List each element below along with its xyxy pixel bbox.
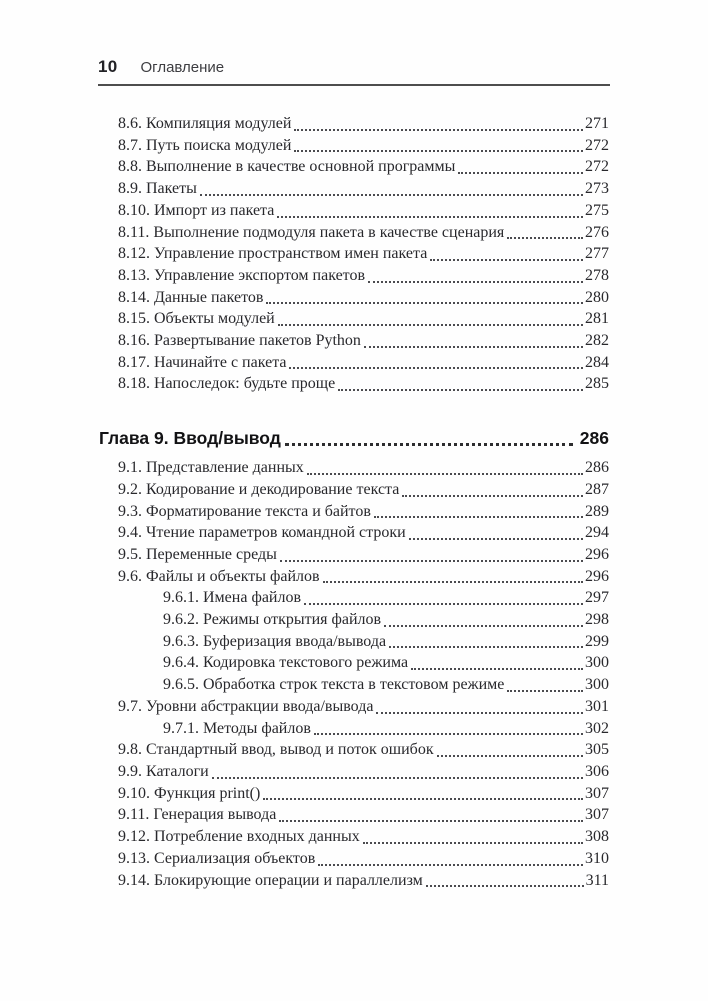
dot-leader <box>318 864 583 866</box>
toc-entry-label: 8.15. Объекты модулей <box>118 310 275 328</box>
dot-leader <box>294 150 583 152</box>
page-number: 10 <box>98 57 118 76</box>
toc-entry-page: 307 <box>585 784 609 802</box>
toc-entry-row <box>99 739 609 761</box>
toc-entry-page: 287 <box>585 480 609 498</box>
dot-leader <box>507 237 583 239</box>
dot-leader <box>430 259 583 261</box>
toc-entry-row <box>99 761 609 783</box>
toc-entry-page: 301 <box>585 697 609 715</box>
toc-entry-row <box>99 696 609 718</box>
toc-entry-row <box>99 674 609 696</box>
toc-entry-page: 311 <box>585 871 609 889</box>
dot-leader <box>368 281 583 283</box>
toc-entry-row <box>99 544 609 566</box>
toc-entry-page: 271 <box>585 115 609 132</box>
dot-leader <box>314 733 583 735</box>
toc-entry-row <box>99 783 609 805</box>
dot-leader <box>426 885 584 887</box>
toc-entry-label: 9.6.1. Имена файлов <box>163 589 302 607</box>
toc-entry-page: 284 <box>585 353 609 371</box>
dot-leader <box>289 367 583 369</box>
toc-entry-row <box>99 330 609 352</box>
toc-entry-label: 9.11. Генерация вывода <box>118 806 277 824</box>
toc-entry-page: 275 <box>585 201 609 219</box>
toc-entry-row <box>99 200 609 222</box>
toc-entry-page: 310 <box>585 849 609 867</box>
toc-entry-row <box>99 631 609 653</box>
toc-entry-page: 286 <box>585 459 609 477</box>
toc-entry-label: 9.9. Каталоги <box>118 762 209 780</box>
toc-entry-row <box>99 826 609 848</box>
toc-entry-label: 9.7.1. Методы файлов <box>163 719 311 737</box>
toc-entry-label: 8.6. Компиляция модулей <box>118 115 292 132</box>
dot-leader <box>402 495 583 497</box>
toc-entry-row <box>99 156 609 178</box>
dot-leader <box>307 473 583 475</box>
toc-entry-label: 9.6.4. Кодировка текстового режима <box>163 654 409 672</box>
dot-leader <box>277 216 583 218</box>
toc-entry-page: 305 <box>585 741 609 759</box>
toc-entry-page: 300 <box>585 676 609 694</box>
toc-entry-label: 8.10. Импорт из пакета <box>118 201 275 219</box>
toc-entry-page: 286 <box>579 428 609 449</box>
toc-entry-row <box>99 308 609 330</box>
toc-entry-label: 9.5. Переменные среды <box>118 545 277 563</box>
toc-entry-label: 9.2. Кодирование и декодирование текста <box>118 480 400 498</box>
toc-entry-row <box>99 566 609 588</box>
toc-entry-page: 299 <box>585 632 609 650</box>
toc-entry-label: 8.8. Выполнение в качестве основной программы <box>118 158 456 176</box>
toc-entry-row <box>99 243 609 265</box>
toc-entry-page: 280 <box>585 288 609 306</box>
dot-leader <box>384 625 583 627</box>
dot-leader <box>323 581 583 583</box>
dot-leader <box>200 194 583 196</box>
toc-entry-page: 300 <box>585 654 609 672</box>
toc-entry-row <box>99 479 609 501</box>
dot-leader <box>263 798 583 800</box>
toc-entry-row <box>99 287 609 309</box>
toc-entry-row <box>99 587 609 609</box>
toc-entry-row <box>99 501 609 523</box>
toc-entry-page: 298 <box>585 611 609 629</box>
toc-entry-page: 272 <box>585 158 609 176</box>
toc-entry-page: 307 <box>585 806 609 824</box>
toc-entry-row <box>99 848 609 870</box>
toc-entry-row <box>99 113 609 135</box>
dot-leader <box>338 389 583 391</box>
dot-leader <box>409 538 583 540</box>
toc-entry-label: 9.3. Форматирование текста и байтов <box>118 502 371 520</box>
toc-entry-row <box>99 804 609 826</box>
dot-leader <box>363 842 583 844</box>
toc-entry-page: 281 <box>585 310 609 328</box>
toc-entry-label: 8.17. Начинайте с пакета <box>118 353 287 371</box>
toc-entry-label: 8.16. Развертывание пакетов Python <box>118 332 361 350</box>
toc-chapter-row <box>99 425 609 451</box>
toc-entry-page: 282 <box>585 332 609 350</box>
toc-entry-label: 8.11. Выполнение подмодуля пакета в качестве сценария <box>118 223 505 241</box>
dot-leader <box>266 302 583 304</box>
toc-entry-page: 272 <box>585 136 609 154</box>
dot-leader <box>458 172 583 174</box>
toc-entry-label: 9.8. Стандартный ввод, вывод и поток ошибок <box>118 741 434 759</box>
toc-entry-label: 9.14. Блокирующие операции и параллелизм <box>118 871 423 889</box>
dot-leader <box>280 560 583 562</box>
dot-leader <box>376 712 583 714</box>
toc-entry-row <box>99 718 609 740</box>
dot-leader <box>285 443 573 446</box>
toc-entry-label: 9.6.2. Режимы открытия файлов <box>163 611 382 629</box>
toc-entry-page: 278 <box>585 266 609 284</box>
toc-entry-page: 296 <box>585 567 609 585</box>
toc-entry-page: 296 <box>585 545 609 563</box>
toc-entry-page: 285 <box>585 375 609 393</box>
toc-entry-row <box>99 457 609 479</box>
toc-entry-label: 8.9. Пакеты <box>118 180 197 198</box>
toc-entry-row <box>99 870 609 892</box>
toc-entry-page: 308 <box>585 828 609 846</box>
toc-entry-label: 9.12. Потребление входных данных <box>118 828 360 846</box>
dot-leader <box>364 346 583 348</box>
toc-entry-row <box>99 178 609 200</box>
toc-entry-label: 8.12. Управление пространством имен пакета <box>118 245 428 263</box>
toc-entry-row <box>99 522 609 544</box>
toc-entry-label: 8.14. Данные пакетов <box>118 288 264 306</box>
toc-entry-page: 276 <box>585 223 609 241</box>
dot-leader <box>278 324 583 326</box>
toc-entry-label: 8.7. Путь поиска модулей <box>118 136 292 154</box>
dot-leader <box>389 646 583 648</box>
toc-entry-label: 9.6.5. Обработка строк текста в текстовом режиме <box>163 676 505 694</box>
running-head <box>98 57 610 86</box>
dot-leader <box>437 755 583 757</box>
toc-entry-page: 289 <box>585 502 609 520</box>
toc-entry-row <box>99 609 609 631</box>
dot-leader <box>411 668 583 670</box>
toc-entry-label: 9.13. Сериализация объектов <box>118 849 316 867</box>
toc-entry-row <box>99 352 609 374</box>
toc-entry-label: 9.1. Представление данных <box>118 459 304 477</box>
toc-entry-label: 9.10. Функция print() <box>118 784 261 802</box>
toc-entry-row <box>99 222 609 244</box>
dot-leader <box>279 820 583 822</box>
toc-entry-row <box>99 373 609 395</box>
table-of-contents <box>99 113 609 891</box>
toc-entry-row <box>99 652 609 674</box>
toc-entry-page: 306 <box>585 762 609 780</box>
running-head-title: Оглавление <box>140 59 225 76</box>
dot-leader <box>212 777 583 779</box>
toc-entry-label: 9.6. Файлы и объекты файлов <box>118 567 320 585</box>
dot-leader <box>507 690 583 692</box>
toc-entry-label: 8.18. Напоследок: будьте проще <box>118 375 336 393</box>
toc-entry-row <box>99 265 609 287</box>
toc-entry-page: 297 <box>585 589 609 607</box>
toc-entry-label: 9.7. Уровни абстракции ввода/вывода <box>118 697 374 715</box>
toc-entry-page: 273 <box>585 180 609 198</box>
dot-leader <box>304 603 583 605</box>
toc-entry-page: 294 <box>585 524 609 542</box>
dot-leader <box>374 516 583 518</box>
toc-entry-label: 9.4. Чтение параметров командной строки <box>118 524 406 542</box>
toc-chapter-label: Глава 9. Ввод/вывод <box>99 428 281 449</box>
running-head-row <box>98 57 610 77</box>
toc-entry-page: 277 <box>585 245 609 263</box>
dot-leader <box>294 129 583 131</box>
toc-entry-page: 302 <box>585 719 609 737</box>
toc-entry-row <box>99 135 609 157</box>
toc-entry-label: 8.13. Управление экспортом пакетов <box>118 266 366 284</box>
toc-entry-label: 9.6.3. Буферизация ввода/вывода <box>163 632 387 650</box>
